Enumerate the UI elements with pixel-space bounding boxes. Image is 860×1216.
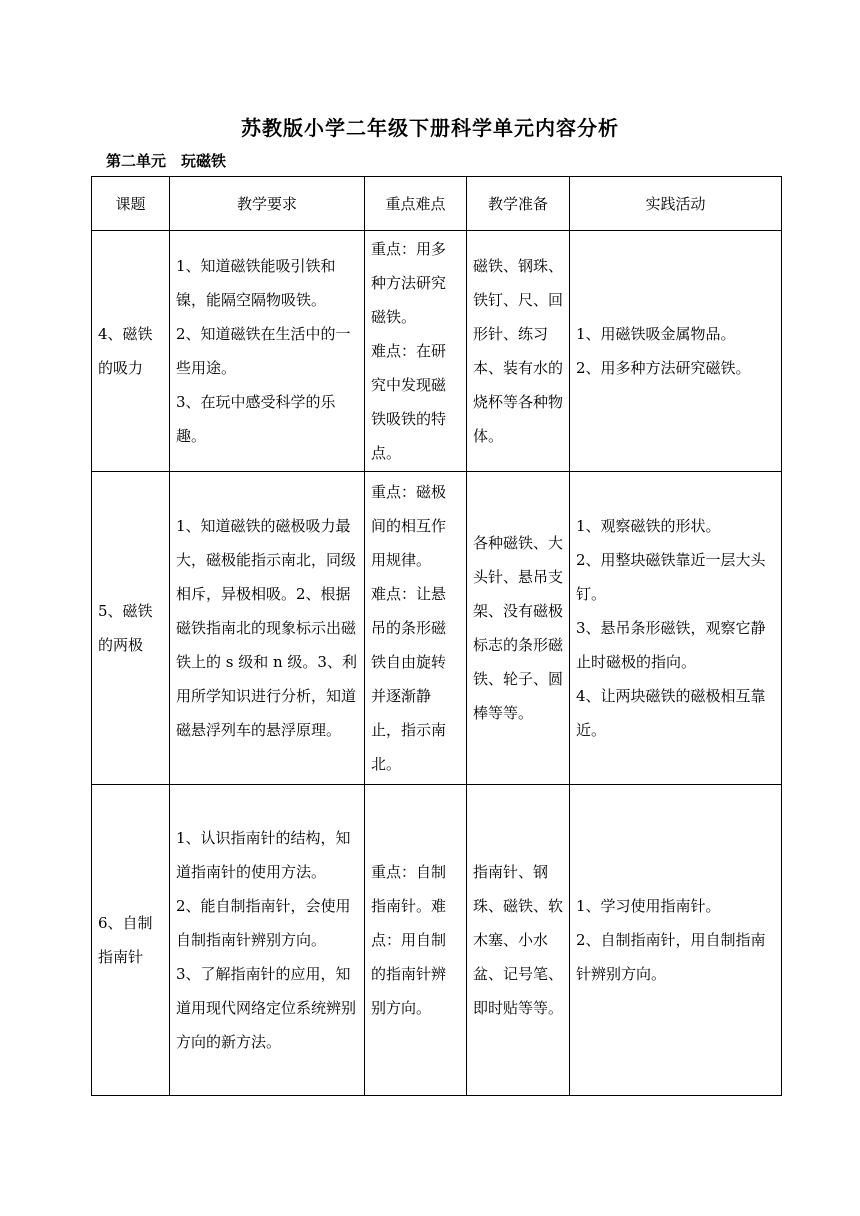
cell-preparation: 各种磁铁、大头针、悬吊支架、没有磁极标志的条形磁铁、轮子、圆棒等等。 — [467, 472, 570, 785]
cell-requirements: 1、知道磁铁的磁极吸力最大，磁极能指示南北，同级相斥，异极相吸。2、根据磁铁指南北的现象标示出磁铁上的 s 级和 n 级。3、利用所学知识进行分析，知道磁悬浮列车的悬浮原理。 — [170, 472, 365, 785]
cell-key-points: 重点：自制指南针。难点：用自制的指南针辨别方向。 — [365, 785, 467, 1096]
header-preparation: 教学准备 — [467, 177, 570, 231]
cell-requirements: 1、认识指南针的结构，知道指南针的使用方法。 2、能自制指南针，会使用自制指南针辨别方向。 3、了解指南针的应用，知道用现代网络定位系统辨别方向的新方法。 — [170, 785, 365, 1096]
cell-requirements: 1、知道磁铁能吸引铁和镍，能隔空隔物吸铁。 2、知道磁铁在生活中的一些用途。 3、在玩中感受科学的乐趣。 — [170, 231, 365, 472]
unit-heading: 第二单元 玩磁铁 — [106, 152, 227, 170]
cell-key-points: 重点：用多种方法研究磁铁。 难点：在研究中发现磁铁吸铁的特点。 — [365, 231, 467, 472]
cell-key-points: 重点：磁极间的相互作用规律。 难点：让悬吊的条形磁铁自由旋转并逐渐静止，指示南北。 — [365, 472, 467, 785]
table-row — [92, 472, 782, 785]
header-requirements: 教学要求 — [170, 177, 365, 231]
cell-activities: 1、观察磁铁的形状。 2、用整块磁铁靠近一层大头钉。 3、悬吊条形磁铁，观察它静止时磁极的指向。 4、让两块磁铁的磁极相互靠近。 — [570, 472, 782, 785]
header-activities: 实践活动 — [570, 177, 782, 231]
cell-topic: 6、自制指南针 — [92, 785, 170, 1096]
table-row — [92, 231, 782, 472]
document-title: 苏教版小学二年级下册科学单元内容分析 — [241, 116, 619, 140]
cell-topic: 4、磁铁的吸力 — [92, 231, 170, 472]
cell-preparation: 磁铁、钢珠、铁钉、尺、回形针、练习本、装有水的烧杯等各种物体。 — [467, 231, 570, 472]
cell-preparation: 指南针、钢珠、磁铁、软木塞、小水盆、记号笔、即时贴等等。 — [467, 785, 570, 1096]
cell-activities: 1、用磁铁吸金属物品。 2、用多种方法研究磁铁。 — [570, 231, 782, 472]
cell-activities: 1、学习使用指南针。 2、自制指南针，用自制指南针辨别方向。 — [570, 785, 782, 1096]
table-header-row — [92, 177, 782, 231]
cell-topic: 5、磁铁的两极 — [92, 472, 170, 785]
header-topic: 课题 — [92, 177, 170, 231]
header-key-points: 重点难点 — [365, 177, 467, 231]
content-analysis-table — [91, 176, 782, 1096]
table-row — [92, 785, 782, 1096]
